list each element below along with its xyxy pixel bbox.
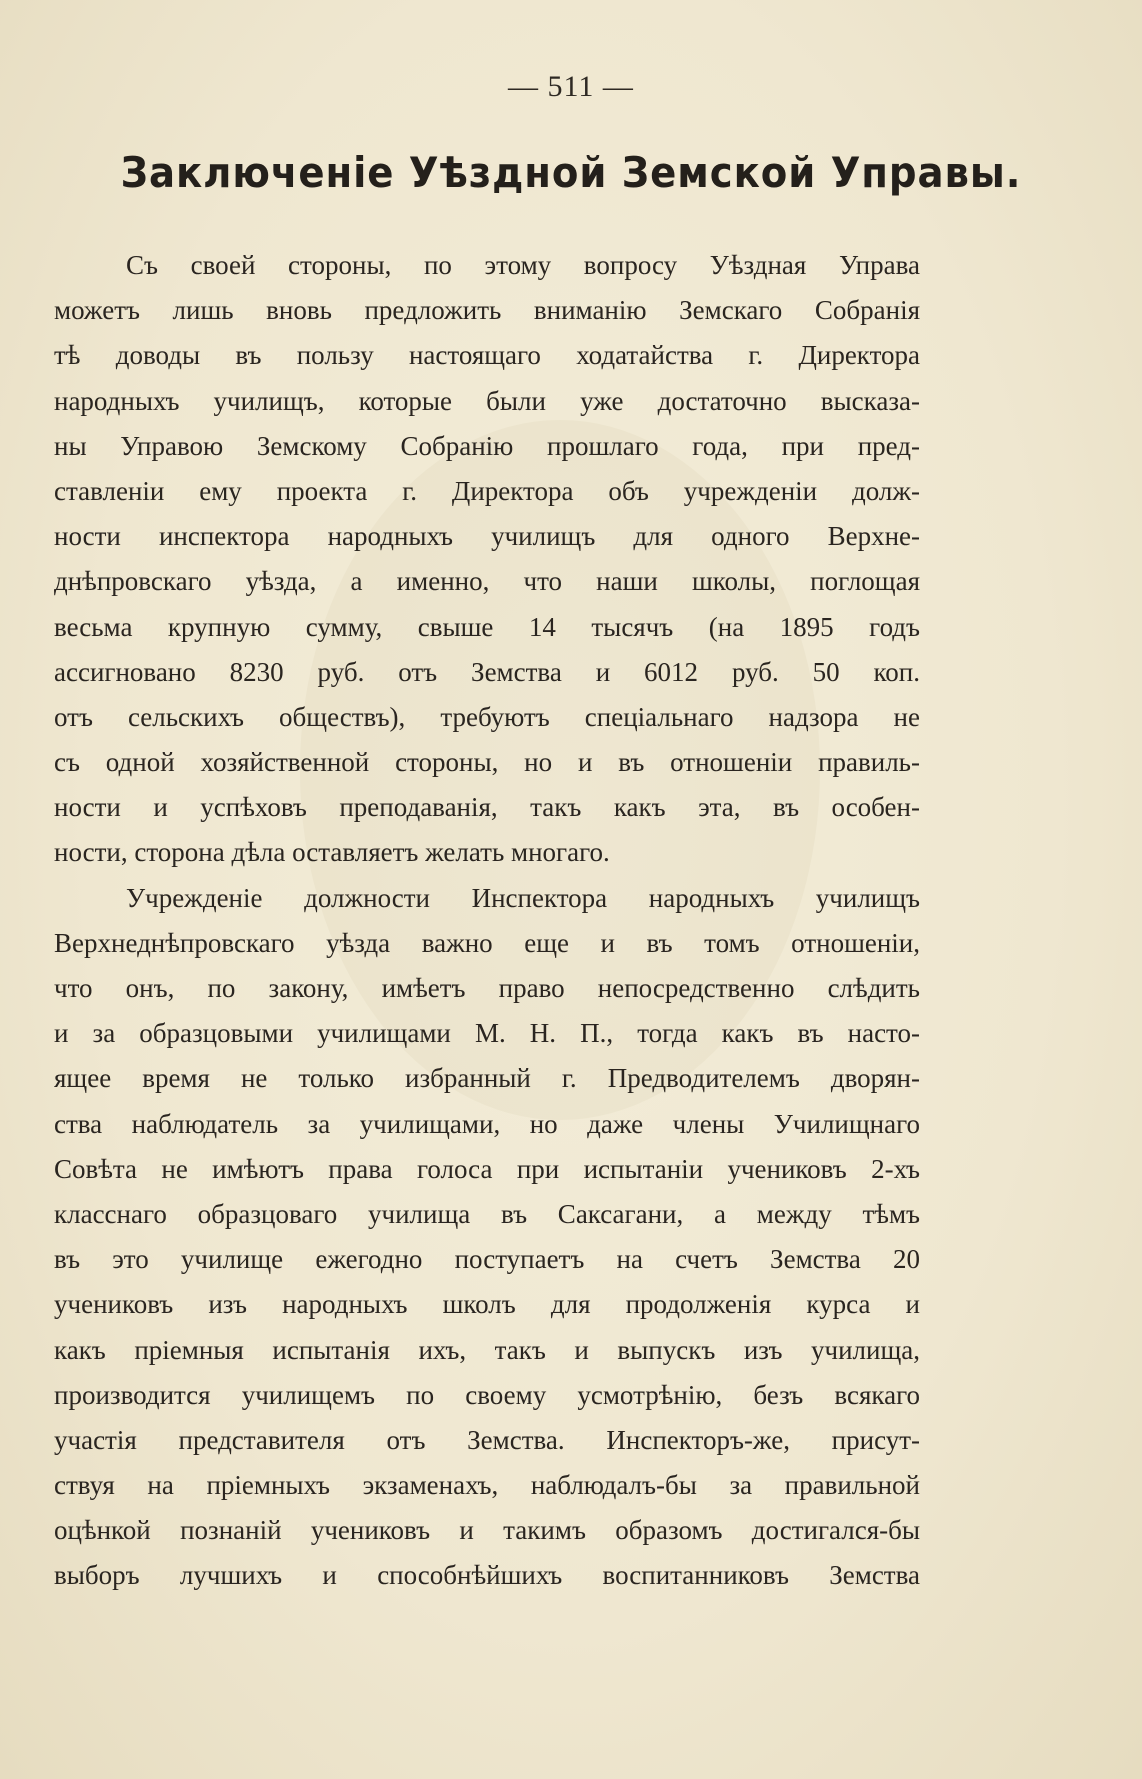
paragraph-2	[54, 876, 920, 1599]
section-heading: Заключеніе Уѣздной Земской Управы.	[120, 148, 1022, 197]
text-line: народныхъ училищъ, которые были уже достаточно высказа-	[54, 385, 920, 416]
page-number: — 511 —	[508, 70, 634, 103]
text-line: съ одной хозяйственной стороны, но и въ отношеніи правиль-	[54, 747, 920, 778]
text-line: класснаго образцоваго училища въ Саксагани, а между тѣмъ	[54, 1198, 920, 1229]
text-line: ны Управою Земскому Собранію прошлаго года, при пред-	[54, 430, 920, 461]
text-line: днѣпровскаго уѣзда, а именно, что наши школы, поглощая	[54, 566, 920, 597]
text-line: участія представителя отъ Земства. Инспекторъ-же, присут-	[54, 1424, 920, 1455]
text-line: ящее время не только избранный г. Предводителемъ дворян-	[54, 1063, 920, 1094]
text-line: ности и успѣховъ преподаванія, такъ какъ эта, въ особен-	[54, 792, 920, 823]
text-line: въ это училище ежегодно поступаетъ на счетъ Земства 20	[54, 1244, 920, 1275]
body-text	[54, 243, 920, 1599]
text-line: и за образцовыми училищами М. Н. П., тогда какъ въ насто-	[54, 1018, 920, 1049]
text-line: Совѣта не имѣютъ права голоса при испытаніи учениковъ 2-хъ	[54, 1153, 920, 1184]
text-line: Верхнеднѣпровскаго уѣзда важно еще и въ томъ отношеніи,	[54, 927, 920, 958]
text-line: оцѣнкой познаній учениковъ и такимъ образомъ достигался-бы	[54, 1515, 920, 1546]
text-line: что онъ, по закону, имѣетъ право непосредственно слѣдить	[54, 973, 920, 1003]
text-line: тѣ доводы въ пользу настоящаго ходатайства г. Директора	[54, 340, 920, 371]
text-line: ассигновано 8230 руб. отъ Земства и 6012 руб. 50 коп.	[54, 656, 920, 687]
text-line: ставленіи ему проекта г. Директора объ учрежденіи долж-	[54, 475, 920, 506]
text-line: какъ пріемныя испытанія ихъ, такъ и выпускъ изъ училища,	[54, 1334, 920, 1365]
text-line: отъ сельскихъ обществъ), требуютъ спеціальнаго надзора не	[54, 701, 920, 732]
text-line: учениковъ изъ народныхъ школъ для продолженія курса и	[54, 1289, 920, 1320]
text-line: выборъ лучшихъ и способнѣйшихъ воспитанниковъ Земства	[54, 1560, 920, 1591]
text-line: весьма крупную сумму, свыше 14 тысячъ (на 1895 годъ	[54, 611, 920, 642]
text-line: производится училищемъ по своему усмотрѣнію, безъ всякаго	[54, 1379, 920, 1410]
paragraph-1	[54, 243, 920, 876]
text-line: ности, сторона дѣла оставляетъ желать многаго.	[54, 837, 610, 868]
text-line: ства наблюдатель за училищами, но даже члены Училищнаго	[54, 1108, 920, 1139]
text-line: можетъ лишь вновь предложить вниманію Земскаго Собранія	[54, 295, 920, 326]
text-line: Съ своей стороны, по этому вопросу Уѣздная Управа	[126, 250, 920, 280]
text-line: Учрежденіе должности Инспектора народныхъ училищъ	[126, 882, 920, 913]
text-line: ности инспектора народныхъ училищъ для одного Верхне-	[54, 521, 920, 552]
text-line: ствуя на пріемныхъ экзаменахъ, наблюдалъ-бы за правильной	[54, 1470, 920, 1501]
